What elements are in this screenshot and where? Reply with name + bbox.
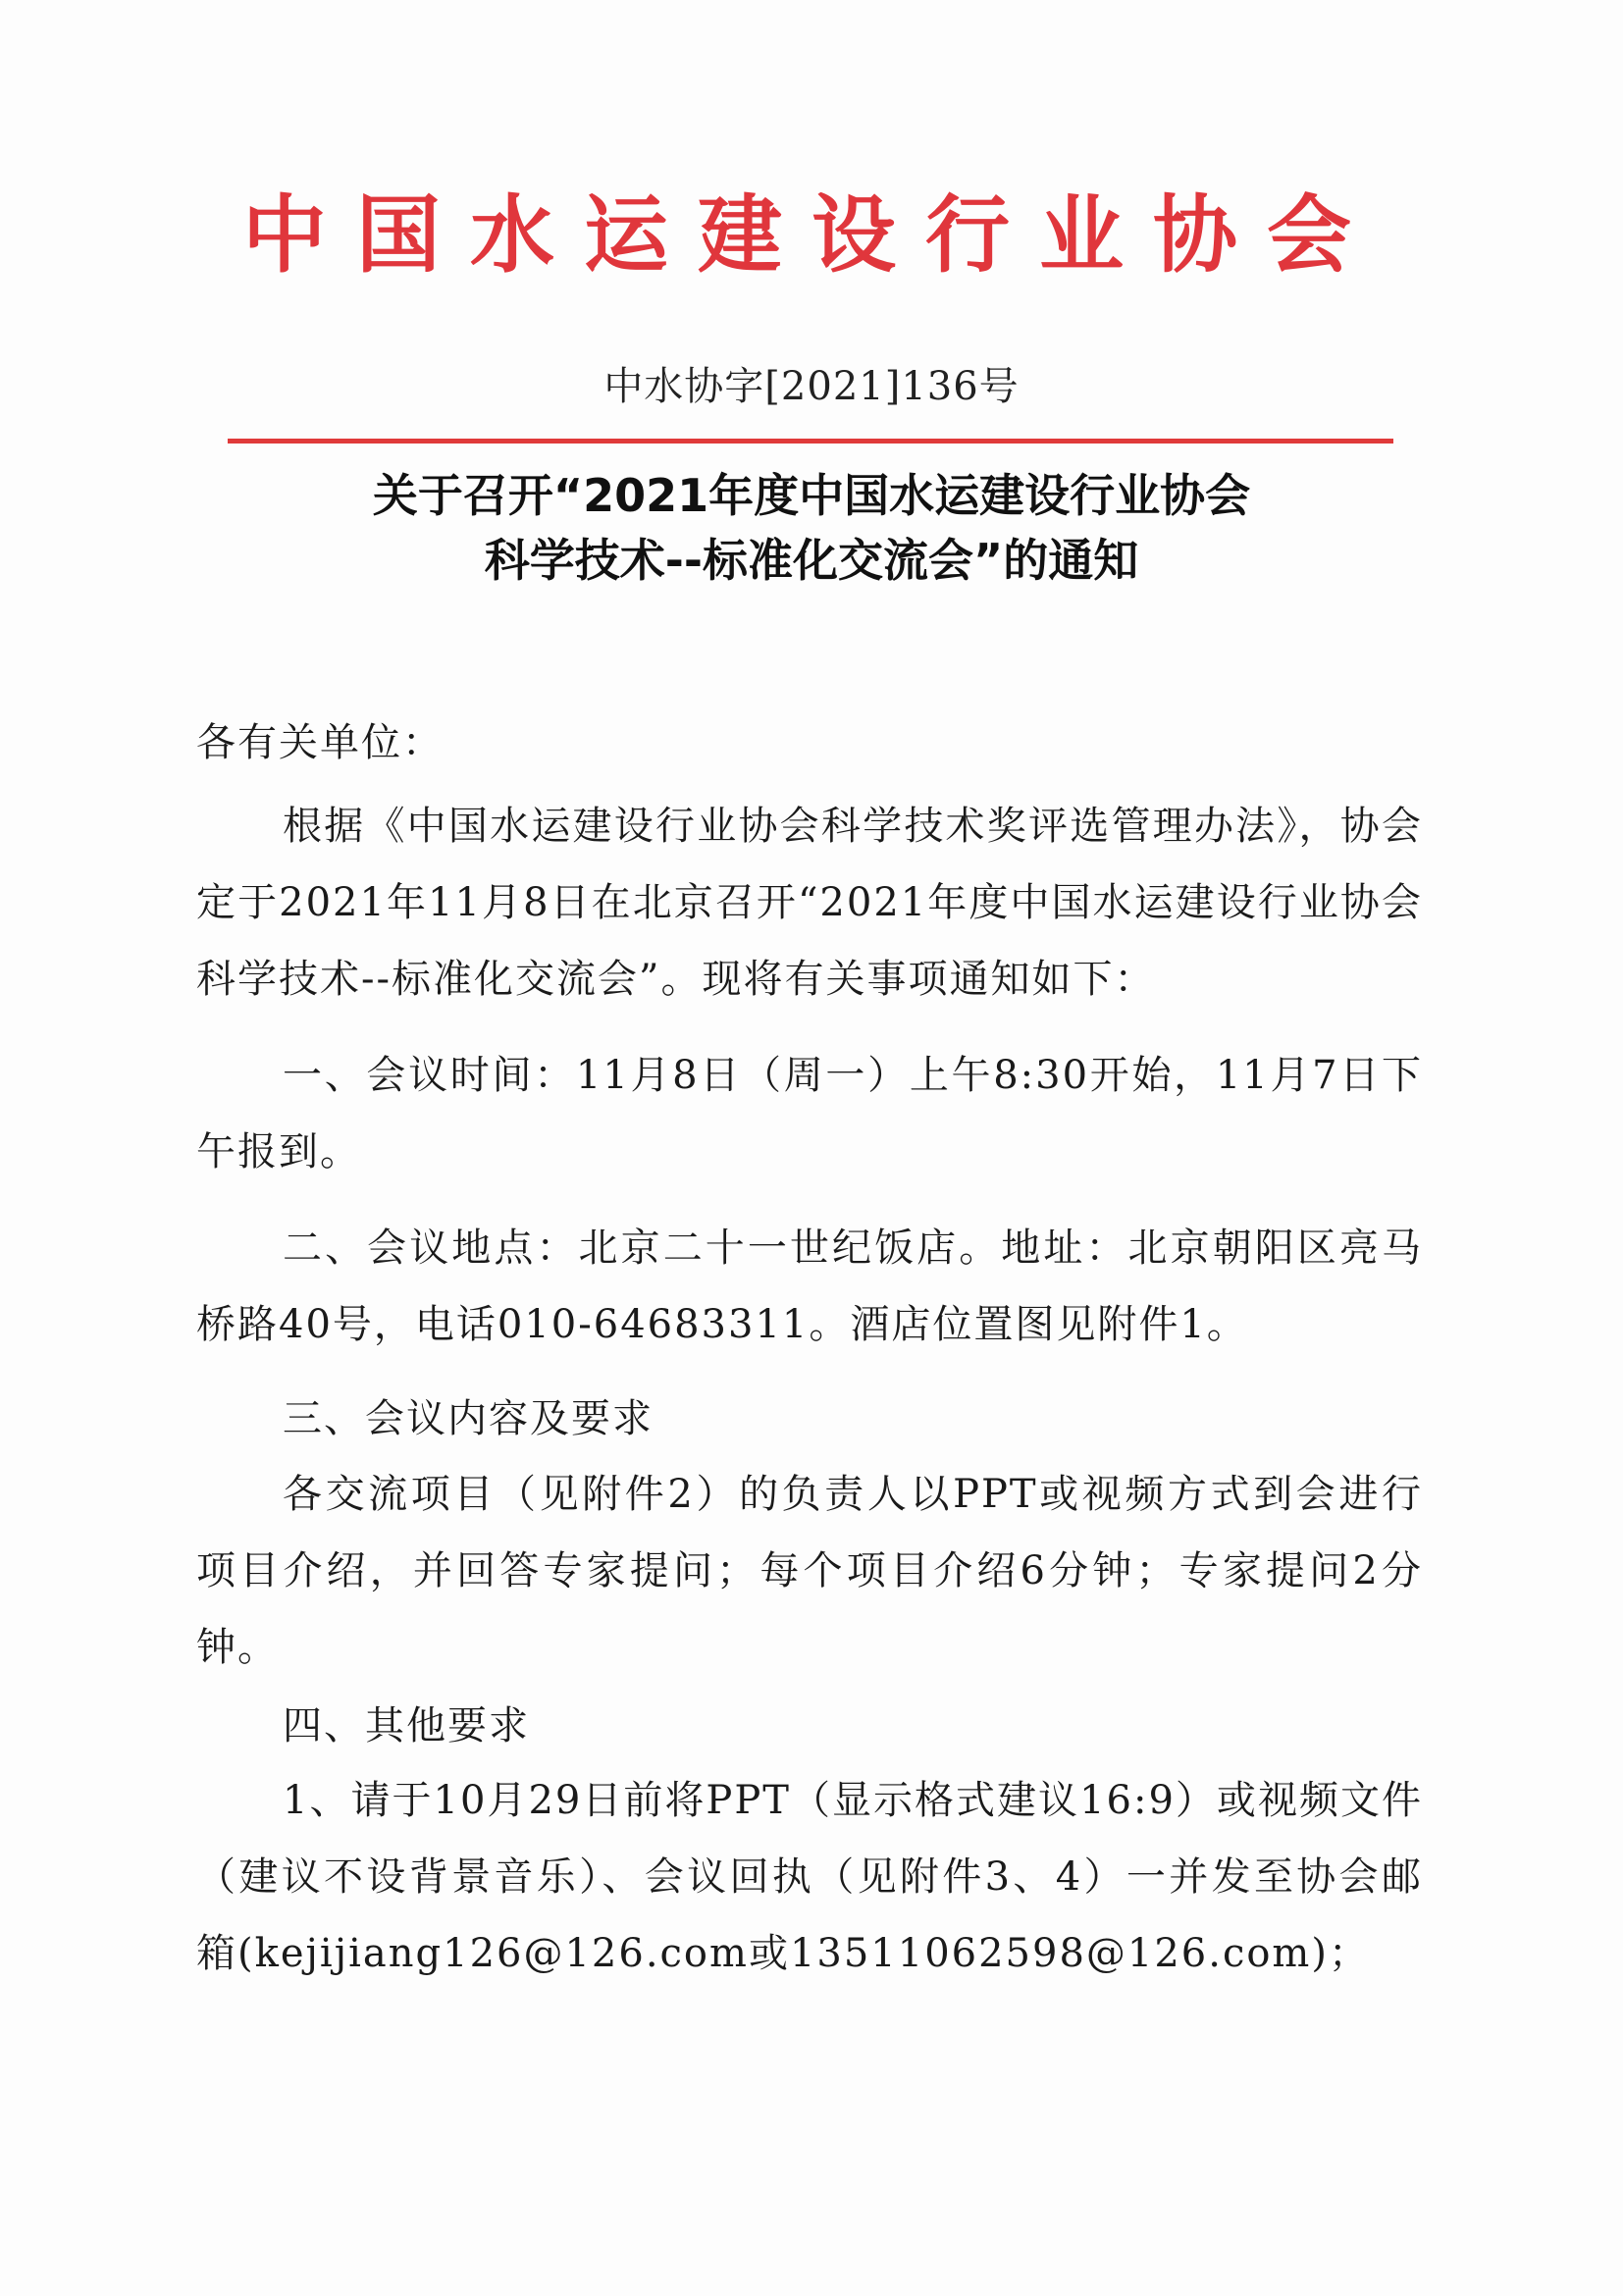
intro-paragraph: 根据《中国水运建设行业协会科学技术奖评选管理办法》，协会定于2021年11月8日在北京召开“2021年度中国水运建设行业协会科学技术--标准化交流会”。现将有关事项通知如下：: [196, 804, 1423, 1002]
document-title: [0, 463, 1623, 593]
content-requirements-heading: 三、会议内容及要求: [283, 1396, 654, 1441]
other-requirement-1-paragraph: 1、请于10月29日前将PPT（显示格式建议16:9）或视频文件（建议不设背景音乐）、会议回执（见附件3、4）一并发至协会邮箱(kejijiang126@126.com或13511062598@126.com)；: [196, 1778, 1423, 1976]
title-line-1: 关于召开“2021年度中国水运建设行业协会: [372, 469, 1251, 522]
other-requirements-heading: 四、其他要求: [283, 1703, 530, 1748]
content-requirements-paragraph: 各交流项目（见附件2）的负责人以PPT或视频方式到会进行项目介绍，并回答专家提问；每个项目介绍6分钟；专家提问2分钟。: [196, 1472, 1423, 1670]
document-number: 中水协字[2021]136号: [603, 364, 1020, 409]
salutation: 各有关单位：: [196, 720, 444, 765]
meeting-time-paragraph: 一、会议时间：11月8日（周一）上午8:30开始，11月7日下午报到。: [196, 1053, 1423, 1174]
title-line-2: 科学技术--标准化交流会”的通知: [484, 534, 1139, 587]
organization-header: 中国水运建设行业协会: [242, 186, 1381, 285]
red-divider-line: [228, 439, 1393, 444]
meeting-location-paragraph: 二、会议地点：北京二十一世纪饭店。地址：北京朝阳区亮马桥路40号，电话010-64683311。酒店位置图见附件1。: [196, 1226, 1423, 1347]
